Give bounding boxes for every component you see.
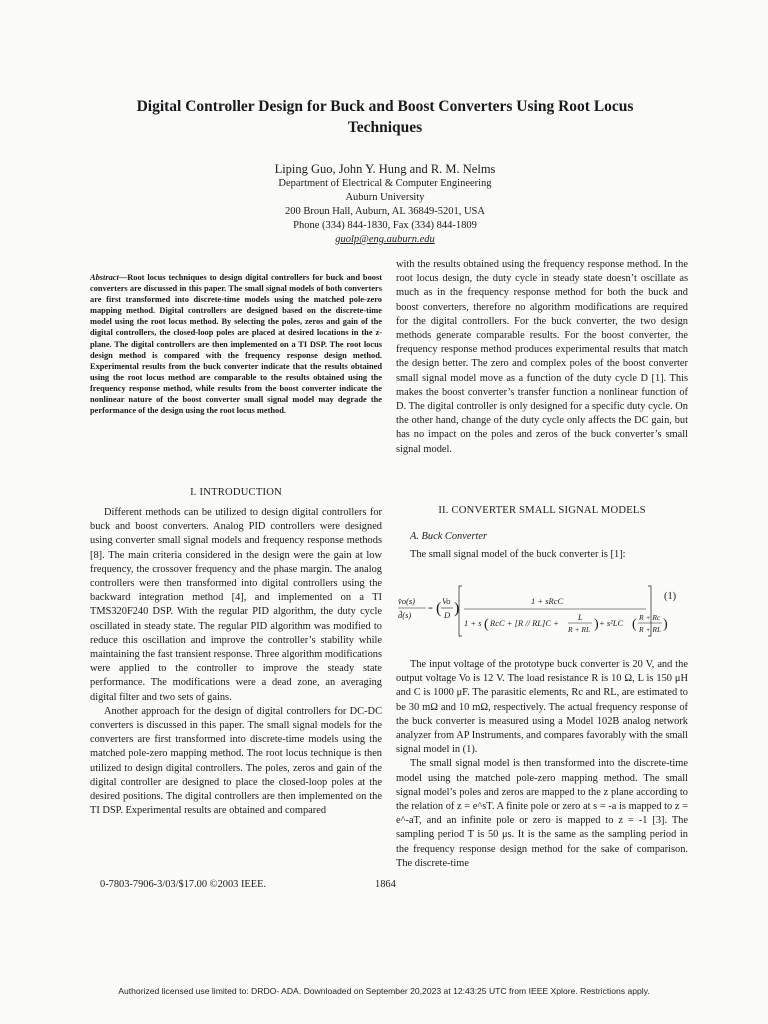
svg-text:(: ( — [632, 617, 637, 632]
eq-denominator-c: L — [578, 612, 583, 622]
affiliation-university: Auburn University — [345, 192, 425, 203]
buck-intro-text — [396, 548, 688, 562]
license-notice: Authorized licensed use limited to: DRDO- ADA. Downloaded on September 20,2023 at 12:43:25 UTC from IEEE Xplore. Restrictions apply. — [118, 986, 650, 996]
svg-text:(: ( — [436, 600, 442, 617]
eq-denominator-g: R + RL — [639, 625, 662, 634]
svg-text:): ) — [594, 617, 599, 632]
svg-text:=: = — [428, 603, 433, 613]
svg-text:(: ( — [484, 617, 489, 632]
affiliation-phone: Phone (334) 844-1830, Fax (334) 844-1809 — [293, 220, 477, 231]
intro-paragraph-1: Different methods can be utilized to design digital controllers for buck and boost converters. Analog PID controllers were designed using converter small signal models and frequency response methods [8]. The main criteria considered in the design were the gain at low frequency, the crossover frequency and the phase margin. The analog controllers were then transformed into digital controllers using the backward integration method [4], and implemented on a TI TMS320F240 DSP. With the regular PID algorithm, the duty cycle oscillated in steady state. The regular PID algorithm was modified to reduce this oscillation and improve the controller’s stability while maintaining the fast transient response. Three algorithm modifications were applied to the controller to improve the steady state performance. The modifications were a dead zone, an averaging digital filter and two sets of gains. — [90, 507, 382, 703]
eq-denominator-e: + s²LC — [599, 618, 624, 628]
eq-denominator-d: R + RL — [568, 625, 591, 634]
eq-lhs-denominator: d̂(s) — [398, 610, 412, 620]
section-heading-introduction: I. INTRODUCTION — [190, 487, 282, 498]
affiliation-address: 200 Broun Hall, Auburn, AL 36849-5201, USA — [285, 206, 485, 217]
right-paragraph-2: The input voltage of the prototype buck converter is 20 V, and the output voltage Vo is 12 V. The load resistance R is 10 Ω, L is 150 μH and C is 1000 μF. The parasitic elements, Rc and RL, are estimated to be 30 mΩ and 10 mΩ, respectively. The actual frequency response of the buck converter is measured using a Model 102B analog network analyzer from AP Instruments, and compares favorably with the small signal model in (1). — [396, 659, 688, 756]
abstract-text: —Root locus techniques to design digital controllers for buck and boost converters are discussed in this paper. The small signal models of both converters are first transformed into discrete-time models using the matched pole-zero mapping method. Digital controllers are designed based on the discrete-time model using the root locus method. By selecting the poles, zeros and gain of the digital controllers, the closed-loop poles are placed at desired locations in the z-plane. The digital controllers are then implemented on a TI DSP. The root locus design method is compared with the frequency response design method. Experimental results from the buck converter indicate that the results obtained using the root locus method are comparable to the results obtained using the frequency response method, while results from the boost converter indicate the nonlinear nature of the boost converter small signal model may degrade the performance of the design using the root locus method. — [90, 273, 382, 416]
author-email-link[interactable]: guolp@eng.auburn.edu — [335, 234, 435, 245]
right-paragraph-1: with the results obtained using the frequency response method. In the root locus design, the duty cycle in steady state doesn’t oscillate as much as in the frequency response method for both the buck and boost converters, therefore no algorithm modifications are required for the digital controllers. For the buck converter, the two design methods generate comparable results. For the boost converter, the frequency response method produces experimental results that match the design better. The zero and complex poles of the boost converter small signal model move as a function of the duty cycle D [1]. This makes the boost converter’s transfer function a nonlinear function of D. The digital controller is only designed for a specific duty cycle. On the other hand, change of the duty cycle only affects the DC gain, but has no impact on the poles and zeros of the buck converter’s small signal model. — [396, 259, 688, 455]
svg-text:): ) — [663, 617, 668, 632]
eq-denominator-a: 1 + s — [464, 618, 482, 628]
copyright-notice: 0-7803-7906-3/03/$17.00 ©2003 IEEE. — [100, 879, 267, 890]
author-list: Liping Guo, John Y. Hung and R. M. Nelms — [274, 162, 496, 176]
affiliation — [150, 177, 620, 247]
page-number: 1864 — [375, 879, 396, 890]
svg-text:): ) — [454, 600, 460, 617]
right-column-intro-continuation — [396, 258, 688, 457]
section-heading-small-signal-models: II. CONVERTER SMALL SIGNAL MODELS — [438, 505, 646, 516]
eq-lhs-numerator: v̂o(s) — [398, 596, 415, 606]
intro-paragraph-2: Another approach for the design of digital controllers for DC-DC converters is discussed in this paper. The small signal models for the converters are first transformed into discrete-time models using the matched pole-zero mapping method. The root locus technique is then utilized to design digital controllers. The poles, zeros and gain of the digital controller are designed to place the closed-loop poles at the desired positions. The digital controllers are then implemented on the TI DSP. Experimental results are obtained and compared — [90, 705, 382, 817]
eq-denominator-b: RcC + [R // RL]C + — [490, 618, 559, 628]
eq-denominator-f: R + Rc — [639, 613, 661, 622]
eq-numerator: 1 + sRcC — [531, 596, 564, 606]
introduction-body — [90, 506, 382, 818]
buck-description — [396, 658, 688, 871]
subsection-heading-buck: A. Buck Converter — [410, 531, 488, 542]
equation-number: (1) — [664, 591, 677, 602]
abstract — [90, 272, 382, 416]
buck-intro-paragraph: The small signal model of the buck converter is [1]: — [410, 549, 626, 560]
eq-factor-numerator: Vo — [442, 596, 451, 606]
affiliation-dept: Department of Electrical & Computer Engineering — [278, 178, 492, 189]
equation-1 — [396, 582, 688, 638]
abstract-lead: Abstract — [90, 273, 119, 282]
eq-factor-denominator: D — [444, 610, 451, 620]
right-paragraph-3: The small signal model is then transformed into the discrete-time model using the matched pole-zero mapping method. The small signal model’s poles and zeros are mapped to the z plane according to the relation of z = e^sT. A finite pole or zero at s = -a is mapped to z = e^-aT, and an infinite pole or zero is mapped to z = -1 [3]. The sampling period T is 50 μs. It is the same as the sampling period in the frequency response design method for the sake of comparison. The discrete-time — [396, 758, 688, 869]
paper-title: Digital Controller Design for Buck and Boost Converters Using Root Locus Techniques — [136, 98, 634, 136]
